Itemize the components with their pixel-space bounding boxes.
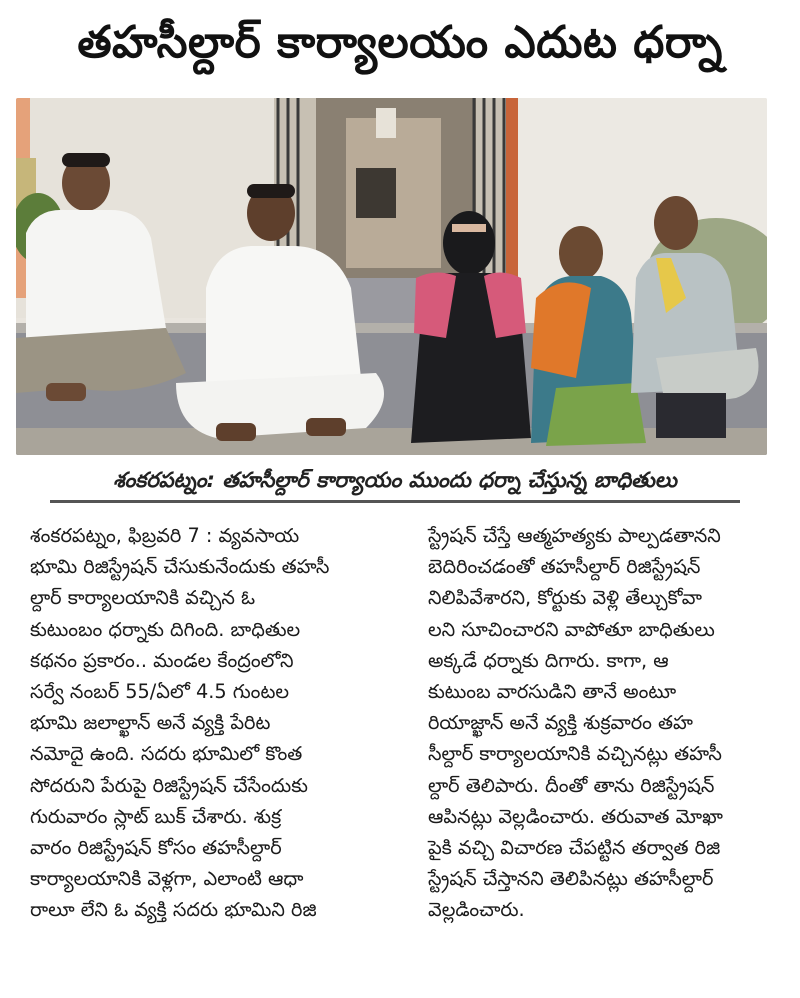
article-line: సర్వే నంబర్ 55/ఏలో 4.5 గుంటల [30,680,290,704]
headline: తహసీల్దార్ కార్యాలయం ఎదుట ధర్నా [77,17,723,68]
article-line: నిలిపివేశారని, కోర్టుకు వెళ్లి తేల్చుకోవా [428,586,702,610]
article-line: అక్కడే ధర్నాకు దిగారు. కాగా, ఆ [428,648,669,672]
article-line: వెల్లడించారు. [428,898,525,922]
article-line: ల్దార్ కార్యాలయానికి వచ్చిన ఓ [30,586,256,610]
article-body [30,520,770,990]
article-column-1 [30,520,372,990]
article-line: సోదరుని పేరుపై రిజిస్ట్రేషన్ చేసేందుకు [30,773,308,797]
article-line: వారం రిజిస్ట్రేషన్ కోసం తహసీల్దార్ [30,836,282,860]
protest-photo [16,98,767,455]
article-line: లని సూచించారని వాపోతూ బాధితులు [428,617,715,641]
article-line: రియాజ్ఖాన్ అనే వ్యక్తి శుక్రవారం తహ [428,711,693,735]
article-line: ఆపినట్లు వెల్లడించారు. తరువాత మోఖా [428,804,723,828]
article-line: స్ట్రేషన్ చేస్తానని తెలిపినట్లు తహసీల్దార్ [428,867,714,891]
article-line: కార్యాలయానికి వెళ్లగా, ఎలాంటి ఆధా [30,867,304,891]
article-line: కథనం ప్రకారం.. మండల కేంద్రంలోని [30,648,294,672]
article-line: నమోదై ఉంది. సదరు భూమిలో కొంత [30,742,303,766]
article-column-2 [428,520,770,990]
photo-caption: శంకరపట్నం: తహసీల్దార్ కార్యాయం ముందు ధర్నా చేస్తున్న బాధితులు [50,466,740,503]
article-line: సీల్దార్ కార్యాలయానికి వచ్చినట్లు తహసీ [428,742,722,766]
article-line: భూమి జలాల్ఖాన్ అనే వ్యక్తి పేరిట [30,711,271,735]
article-line: గురువారం స్లాట్ బుక్ చేశారు. శుక్ర [30,804,282,828]
article-line: భూమి రిజిస్ట్రేషన్ చేసుకునేందుకు తహసీ [30,555,330,579]
article-line: కుటుంబ వారసుడిని తానే అంటూ [428,680,677,704]
article-line: స్ట్రేషన్ చేస్తే ఆత్మహత్యకు పాల్పడతానని [428,524,721,547]
article-line: కుటుంబం ధర్నాకు దిగింది. బాధితుల [30,617,301,641]
article-line: పైకి వచ్చి విచారణ చేపట్టిన తర్వాత రిజి [428,836,721,860]
article-line: శంకరపట్నం, ఫిబ్రవరి 7 : వ్యవసాయ [30,524,300,547]
article-line: బెదిరించడంతో తహసీల్దార్ రిజిస్ట్రేషన్ [428,555,701,579]
article-line: రాలూ లేని ఓ వ్యక్తి సదరు భూమిని రిజి [30,898,317,922]
article-line: ల్దార్ తెలిపారు. దీంతో తాను రిజిస్ట్రేషన్ [428,773,715,797]
